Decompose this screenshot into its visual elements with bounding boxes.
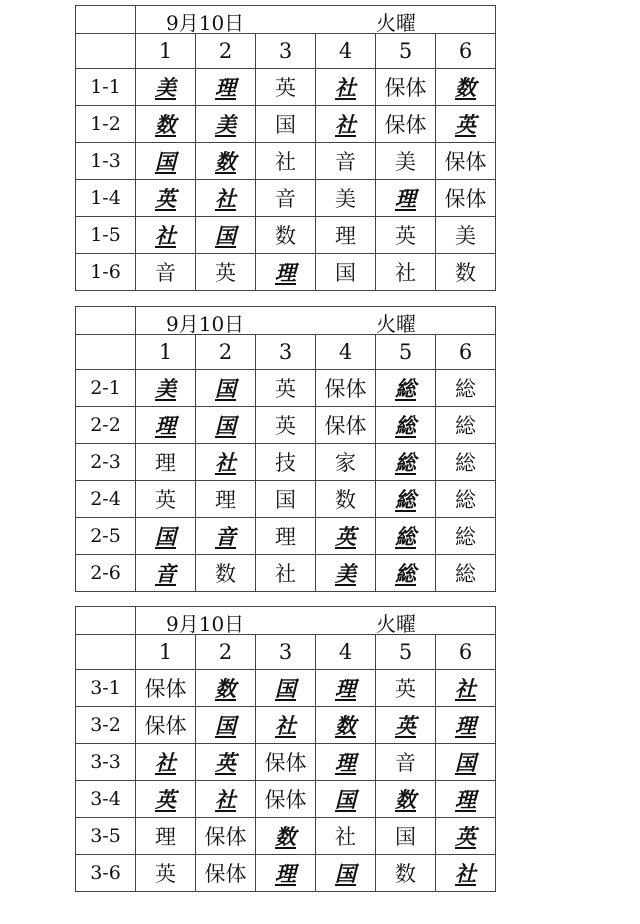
period-header: 3 — [256, 34, 316, 69]
subject-changed: 総 — [395, 487, 416, 512]
period-header: 1 — [136, 34, 196, 69]
subject-cell — [136, 707, 196, 744]
subject: 保体 — [144, 677, 187, 701]
period-header: 5 — [376, 635, 436, 670]
subject-cell — [196, 69, 256, 106]
subject-changed: 数 — [275, 824, 296, 849]
subject-cell — [136, 254, 196, 291]
period-header: 4 — [316, 335, 376, 370]
subject-cell — [436, 407, 496, 444]
subject-cell — [376, 744, 436, 781]
class-row — [76, 518, 496, 555]
corner-cell — [76, 635, 136, 670]
subject: 技 — [275, 451, 296, 475]
subject-cell — [196, 481, 256, 518]
class-row — [76, 444, 496, 481]
subject: 保体 — [444, 150, 487, 174]
subject-cell — [256, 481, 316, 518]
subject-changed: 美 — [155, 75, 176, 100]
subject: 総 — [455, 377, 476, 401]
date-header-row — [76, 6, 496, 34]
subject: 英 — [275, 76, 296, 100]
subject: 社 — [335, 825, 356, 849]
subject-cell — [436, 781, 496, 818]
subject-cell — [436, 670, 496, 707]
class-label: 1-3 — [76, 143, 136, 180]
subject-cell — [136, 744, 196, 781]
subject: 数 — [395, 862, 416, 886]
subject-cell — [436, 370, 496, 407]
subject: 数 — [275, 224, 296, 248]
subject: 音 — [395, 751, 416, 775]
subject-changed: 理 — [215, 75, 236, 100]
timetable-grade-1 — [75, 5, 496, 291]
class-label: 2-2 — [76, 407, 136, 444]
subject-cell — [436, 518, 496, 555]
subject-cell — [436, 818, 496, 855]
date-label: 9月10日 — [166, 11, 245, 34]
subject-cell — [136, 781, 196, 818]
subject-changed: 英 — [395, 713, 416, 738]
subject-changed: 美 — [215, 112, 236, 137]
subject: 音 — [275, 187, 296, 211]
subject-changed: 英 — [335, 524, 356, 549]
period-header-row — [76, 635, 496, 670]
subject: 保体 — [324, 414, 367, 438]
class-row — [76, 143, 496, 180]
subject-cell — [316, 180, 376, 217]
subject-changed: 英 — [215, 750, 236, 775]
subject: 家 — [335, 451, 356, 475]
subject-changed: 国 — [455, 750, 476, 775]
subject: 数 — [455, 261, 476, 285]
period-header: 4 — [316, 635, 376, 670]
subject: 保体 — [384, 76, 427, 100]
subject-cell — [136, 217, 196, 254]
subject-changed: 国 — [335, 861, 356, 886]
class-label: 2-3 — [76, 444, 136, 481]
subject-cell — [256, 143, 316, 180]
period-header: 2 — [196, 335, 256, 370]
date-cell — [136, 307, 496, 335]
class-row — [76, 555, 496, 592]
class-row — [76, 254, 496, 291]
subject: 数 — [215, 562, 236, 586]
subject-changed: 国 — [215, 413, 236, 438]
subject-cell — [256, 781, 316, 818]
subject-cell — [136, 555, 196, 592]
subject-cell — [376, 370, 436, 407]
subject-changed: 国 — [215, 223, 236, 248]
subject-changed: 社 — [215, 450, 236, 475]
subject-cell — [196, 818, 256, 855]
class-row — [76, 69, 496, 106]
subject-cell — [196, 670, 256, 707]
subject: 保体 — [144, 714, 187, 738]
subject-cell — [436, 69, 496, 106]
period-header: 2 — [196, 34, 256, 69]
subject-changed: 理 — [335, 676, 356, 701]
weekday-label: 火曜 — [376, 612, 416, 635]
subject-cell — [316, 370, 376, 407]
subject-changed: 美 — [155, 376, 176, 401]
subject-cell — [376, 707, 436, 744]
subject-cell — [436, 707, 496, 744]
subject-changed: 社 — [155, 223, 176, 248]
subject-cell — [196, 180, 256, 217]
subject-cell — [136, 818, 196, 855]
subject-cell — [436, 254, 496, 291]
subject-cell — [436, 855, 496, 892]
period-header: 1 — [136, 335, 196, 370]
subject-cell — [256, 180, 316, 217]
subject-cell — [196, 254, 256, 291]
class-label: 3-4 — [76, 781, 136, 818]
subject-cell — [316, 143, 376, 180]
subject: 保体 — [384, 113, 427, 137]
subject: 保体 — [264, 788, 307, 812]
period-header-row — [76, 335, 496, 370]
subject-changed: 総 — [395, 561, 416, 586]
class-row — [76, 370, 496, 407]
period-header: 6 — [436, 34, 496, 69]
subject-changed: 理 — [275, 260, 296, 285]
subject: 英 — [395, 677, 416, 701]
date-header-row — [76, 607, 496, 635]
subject-cell — [136, 370, 196, 407]
subject-cell — [376, 781, 436, 818]
subject-changed: 社 — [455, 676, 476, 701]
subject-changed: 数 — [155, 112, 176, 137]
subject: 英 — [215, 261, 236, 285]
subject: 美 — [395, 150, 416, 174]
subject-changed: 社 — [335, 75, 356, 100]
subject-cell — [136, 143, 196, 180]
subject-cell — [376, 444, 436, 481]
class-row — [76, 781, 496, 818]
subject-cell — [436, 180, 496, 217]
corner-cell — [76, 335, 136, 370]
subject: 理 — [335, 224, 356, 248]
subject: 美 — [455, 224, 476, 248]
subject-changed: 社 — [215, 186, 236, 211]
subject-cell — [256, 444, 316, 481]
subject-cell — [316, 106, 376, 143]
subject-cell — [256, 69, 316, 106]
subject-cell — [436, 143, 496, 180]
subject: 英 — [395, 224, 416, 248]
subject-changed: 数 — [455, 75, 476, 100]
class-label: 2-5 — [76, 518, 136, 555]
class-label: 2-1 — [76, 370, 136, 407]
subject: 理 — [215, 488, 236, 512]
class-label: 3-6 — [76, 855, 136, 892]
period-header: 6 — [436, 335, 496, 370]
subject-cell — [256, 106, 316, 143]
period-header: 5 — [376, 335, 436, 370]
subject-cell — [316, 481, 376, 518]
subject: 理 — [155, 825, 176, 849]
subject-cell — [436, 444, 496, 481]
subject-cell — [436, 744, 496, 781]
subject-changed: 社 — [275, 713, 296, 738]
date-cell — [136, 607, 496, 635]
subject-cell — [316, 781, 376, 818]
class-label: 1-2 — [76, 106, 136, 143]
subject-changed: 総 — [395, 376, 416, 401]
subject-cell — [316, 855, 376, 892]
period-header: 1 — [136, 635, 196, 670]
subject: 社 — [395, 261, 416, 285]
subject-cell — [256, 518, 316, 555]
subject-changed: 理 — [395, 186, 416, 211]
subject-cell — [136, 180, 196, 217]
timetable-grade-3 — [75, 606, 496, 892]
subject-changed: 音 — [215, 524, 236, 549]
date-label: 9月10日 — [166, 612, 245, 635]
subject-changed: 英 — [155, 186, 176, 211]
date-header-row — [76, 307, 496, 335]
subject-cell — [316, 555, 376, 592]
subject-cell — [196, 855, 256, 892]
period-header: 3 — [256, 335, 316, 370]
subject-cell — [256, 370, 316, 407]
class-label: 3-3 — [76, 744, 136, 781]
class-label: 3-1 — [76, 670, 136, 707]
subject-cell — [376, 818, 436, 855]
subject-changed: 社 — [215, 787, 236, 812]
class-row — [76, 818, 496, 855]
subject-changed: 数 — [215, 676, 236, 701]
subject-cell — [136, 518, 196, 555]
subject-cell — [436, 217, 496, 254]
subject-cell — [196, 518, 256, 555]
class-row — [76, 217, 496, 254]
subject-cell — [256, 818, 316, 855]
subject: 国 — [395, 825, 416, 849]
subject: 社 — [275, 150, 296, 174]
subject-cell — [256, 254, 316, 291]
subject: 保体 — [324, 377, 367, 401]
corner-cell — [76, 34, 136, 69]
class-row — [76, 481, 496, 518]
subject-cell — [376, 254, 436, 291]
subject-changed: 国 — [155, 524, 176, 549]
subject-cell — [256, 855, 316, 892]
subject: 英 — [275, 414, 296, 438]
subject: 総 — [455, 414, 476, 438]
subject: 保体 — [204, 825, 247, 849]
subject-cell — [436, 481, 496, 518]
subject-cell — [256, 670, 316, 707]
corner-cell — [76, 307, 136, 335]
subject: 総 — [455, 525, 476, 549]
subject-cell — [376, 518, 436, 555]
subject: 総 — [455, 562, 476, 586]
subject-changed: 美 — [335, 561, 356, 586]
subject: 総 — [455, 488, 476, 512]
subject-cell — [316, 444, 376, 481]
subject-cell — [316, 707, 376, 744]
subject: 英 — [275, 377, 296, 401]
subject-changed: 英 — [155, 787, 176, 812]
subject-changed: 国 — [335, 787, 356, 812]
subject-cell — [256, 407, 316, 444]
subject: 数 — [335, 488, 356, 512]
subject-cell — [316, 518, 376, 555]
subject: 理 — [155, 451, 176, 475]
subject-cell — [376, 69, 436, 106]
subject-changed: 数 — [395, 787, 416, 812]
subject-changed: 理 — [335, 750, 356, 775]
subject-changed: 国 — [155, 149, 176, 174]
period-header: 3 — [256, 635, 316, 670]
subject-cell — [436, 106, 496, 143]
date-label: 9月10日 — [166, 312, 245, 335]
class-row — [76, 106, 496, 143]
subject: 総 — [455, 451, 476, 475]
subject-cell — [376, 106, 436, 143]
subject-changed: 英 — [455, 112, 476, 137]
subject-changed: 社 — [335, 112, 356, 137]
subject-cell — [376, 481, 436, 518]
subject-cell — [196, 707, 256, 744]
class-label: 1-6 — [76, 254, 136, 291]
subject-changed: 国 — [215, 713, 236, 738]
subject: 社 — [275, 562, 296, 586]
class-row — [76, 707, 496, 744]
subject-cell — [256, 707, 316, 744]
timetable-grade-2 — [75, 306, 496, 592]
subject-cell — [196, 407, 256, 444]
subject: 理 — [275, 525, 296, 549]
subject: 音 — [155, 261, 176, 285]
subject-cell — [136, 106, 196, 143]
class-row — [76, 744, 496, 781]
subject: 保体 — [204, 862, 247, 886]
period-header: 4 — [316, 34, 376, 69]
subject-changed: 理 — [155, 413, 176, 438]
subject-cell — [376, 180, 436, 217]
corner-cell — [76, 607, 136, 635]
subject-cell — [376, 143, 436, 180]
class-label: 1-4 — [76, 180, 136, 217]
subject-changed: 総 — [395, 524, 416, 549]
subject: 国 — [275, 113, 296, 137]
subject-cell — [196, 217, 256, 254]
period-header: 2 — [196, 635, 256, 670]
weekday-label: 火曜 — [376, 11, 416, 34]
subject-cell — [196, 555, 256, 592]
subject: 英 — [155, 488, 176, 512]
class-row — [76, 855, 496, 892]
subject-cell — [136, 481, 196, 518]
subject-cell — [196, 143, 256, 180]
subject: 美 — [335, 187, 356, 211]
subject-cell — [136, 670, 196, 707]
subject-cell — [256, 744, 316, 781]
subject-cell — [316, 69, 376, 106]
subject-cell — [136, 444, 196, 481]
subject-cell — [196, 106, 256, 143]
subject-changed: 総 — [395, 450, 416, 475]
subject-cell — [316, 670, 376, 707]
subject-changed: 社 — [455, 861, 476, 886]
subject-cell — [196, 370, 256, 407]
subject-cell — [136, 69, 196, 106]
period-header: 5 — [376, 34, 436, 69]
subject: 保体 — [264, 751, 307, 775]
period-header: 6 — [436, 635, 496, 670]
subject: 保体 — [444, 187, 487, 211]
subject-changed: 国 — [275, 676, 296, 701]
class-row — [76, 407, 496, 444]
subject-changed: 数 — [215, 149, 236, 174]
subject-changed: 音 — [155, 561, 176, 586]
subject-cell — [436, 555, 496, 592]
subject-changed: 社 — [155, 750, 176, 775]
subject-cell — [376, 217, 436, 254]
subject-changed: 理 — [275, 861, 296, 886]
weekday-label: 火曜 — [376, 312, 416, 335]
subject: 英 — [155, 862, 176, 886]
subject-changed: 理 — [455, 787, 476, 812]
subject-cell — [256, 217, 316, 254]
subject-changed: 総 — [395, 413, 416, 438]
subject-cell — [316, 254, 376, 291]
subject-cell — [196, 744, 256, 781]
subject-changed: 国 — [215, 376, 236, 401]
subject: 国 — [335, 261, 356, 285]
subject: 音 — [335, 150, 356, 174]
subject-cell — [316, 407, 376, 444]
date-cell — [136, 6, 496, 34]
class-label: 2-6 — [76, 555, 136, 592]
subject-cell — [376, 670, 436, 707]
class-label: 3-2 — [76, 707, 136, 744]
subject-changed: 理 — [455, 713, 476, 738]
subject-cell — [196, 444, 256, 481]
period-header-row — [76, 34, 496, 69]
corner-cell — [76, 6, 136, 34]
class-label: 3-5 — [76, 818, 136, 855]
class-row — [76, 670, 496, 707]
subject-cell — [316, 818, 376, 855]
subject-cell — [256, 555, 316, 592]
subject-cell — [376, 407, 436, 444]
class-row — [76, 180, 496, 217]
subject-cell — [136, 855, 196, 892]
subject-changed: 英 — [455, 824, 476, 849]
subject-cell — [376, 855, 436, 892]
subject-cell — [136, 407, 196, 444]
subject-cell — [196, 781, 256, 818]
subject-changed: 数 — [335, 713, 356, 738]
class-label: 2-4 — [76, 481, 136, 518]
class-label: 1-5 — [76, 217, 136, 254]
subject-cell — [316, 217, 376, 254]
subject-cell — [316, 744, 376, 781]
subject-cell — [376, 555, 436, 592]
class-label: 1-1 — [76, 69, 136, 106]
subject: 国 — [275, 488, 296, 512]
